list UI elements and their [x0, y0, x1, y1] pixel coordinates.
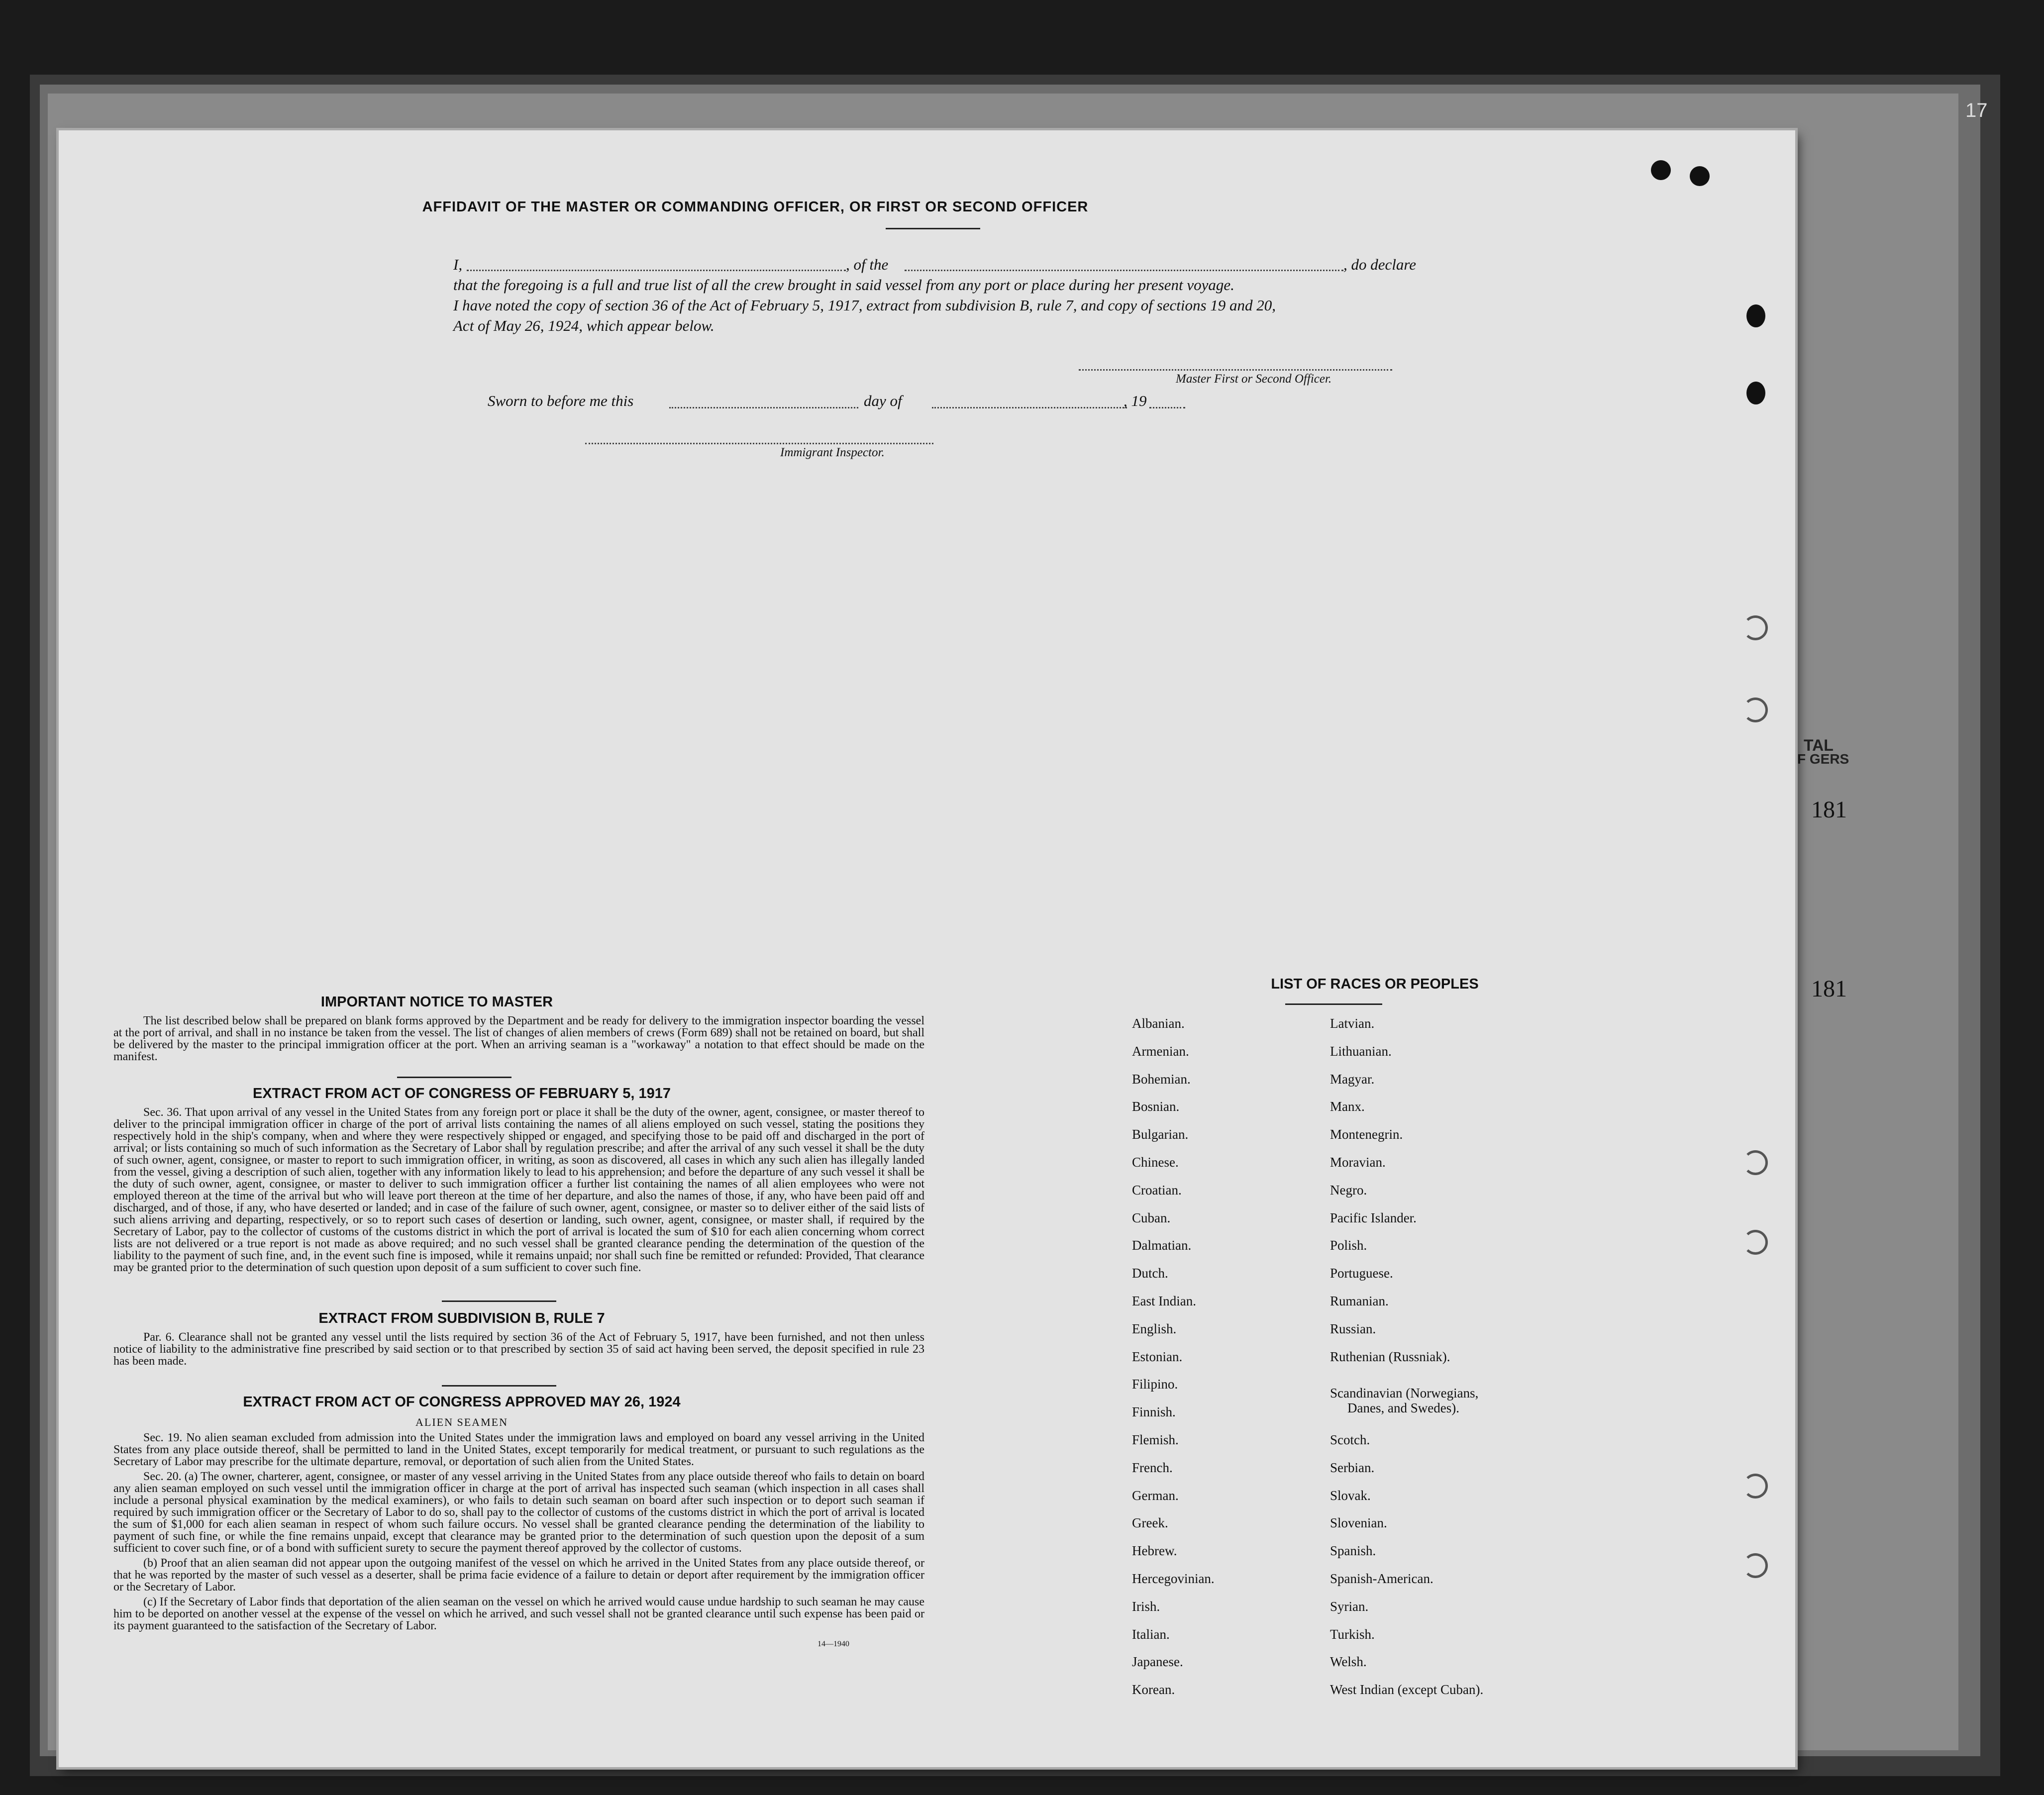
inspector-label: Immigrant Inspector.	[780, 446, 885, 459]
divider-rule	[397, 1077, 511, 1078]
affidavit-title: AFFIDAVIT OF THE MASTER OR COMMANDING OFFICER, OR FIRST OR SECOND OFFICER	[422, 199, 1089, 215]
race-item: East Indian.	[1132, 1294, 1196, 1308]
race-item: Magyar.	[1330, 1071, 1375, 1087]
form-number: 14—1940	[818, 1640, 849, 1648]
punch-hole	[1651, 160, 1671, 180]
race-item: Dutch.	[1132, 1266, 1168, 1281]
race-item: Latvian.	[1330, 1016, 1375, 1031]
binder-ring	[1743, 1553, 1768, 1578]
race-item: Welsh.	[1330, 1654, 1367, 1670]
document-page	[59, 130, 1795, 1767]
race-item: Montenegrin.	[1330, 1127, 1403, 1142]
race-item: Bohemian.	[1132, 1071, 1191, 1087]
punch-hole	[1746, 382, 1765, 404]
master-signature-line	[1079, 369, 1392, 371]
margin-label-tal: TAL	[1804, 736, 1834, 754]
race-item: Negro.	[1330, 1182, 1367, 1197]
race-item: Slovak.	[1330, 1488, 1371, 1503]
affidavit-title-rule	[886, 228, 980, 229]
extract-1917-body: Sec. 36. That upon arrival of any vessel in the United States from any foreign port or place it shall be the duty of the owner, agent, consignee, or master thereof to deliver to the principal immigration officer in charge of the port of arrival lists containing the names of all aliens employed on such vessel, stating the positions they respectively hold in the ship's company, when and where they were respectively shipped or engaged, and specifying those to be paid off and discharged in the port of arrival; or lists containing so much of such information as the Secretary of Labor shall by regulation prescribe; and after the arrival of any such vessel it shall be the duty of such owner, agent, consignee, or master to report to such immigration officer, in writing, as soon as discovered, all cases in which any such alien has illegally landed from the vessel, giving a description of such alien, together with any information likely to lead to his apprehension; and before the departure of any such vessel it shall be the duty of such owner, agent, consignee, or master to deliver to such immigration officer a further list containing the names of all alien employees who were not employed thereon at the time of the arrival but who will leave port thereon at the time of her departure, and also the names of those, if any, who have been paid off and discharged, and of those, if any, who have deserted or landed; and in case of the failure of such owner, agent, consignee, or master so to deliver either of the said lists of such aliens arriving and departing, respectively, or so to report such cases of desertion or landing, such owner, agent, consignee, or master shall, if required by the Secretary of Labor, pay to the collector of customs of the customs district in which the port of arrival is located the sum of $10 for each alien concerning whom correct lists are not delivered or a true report is not made as above required; and no such vessel shall be granted clearance pending the determination of the question of the liability to the payment of such fine, and, in the event such fine is imposed, while it remains unpaid; nor shall such fine be remitted or refunded: Provided, That clearance may be granted prior to the determination of such question upon deposit of a sum sufficient to cover such fine.	[113, 1106, 924, 1274]
race-item: Irish.	[1132, 1598, 1160, 1614]
sworn-day-of: day of	[864, 392, 902, 409]
extract-1924-body	[113, 1432, 924, 1635]
race-item: Dalmatian.	[1132, 1238, 1192, 1253]
race-item: Ruthenian (Russniak).	[1330, 1349, 1450, 1364]
race-item: Japanese.	[1132, 1654, 1183, 1670]
race-item: Scandinavian (Norwegians,	[1330, 1386, 1479, 1401]
sworn-month-blank	[932, 407, 1127, 408]
affidavit-vessel-blank	[905, 270, 1343, 271]
extract-1924-subtitle: ALIEN SEAMEN	[415, 1416, 508, 1428]
inspector-signature-line	[585, 443, 933, 444]
race-item: Turkish.	[1330, 1626, 1375, 1642]
margin-label-gers: F GERS	[1797, 751, 1849, 767]
binder-ring	[1743, 615, 1768, 640]
race-item: Hercegovinian.	[1132, 1571, 1215, 1586]
race-item: Scotch.	[1330, 1432, 1370, 1447]
extract-1924-sec20c: (c) If the Secretary of Labor finds that deportation of the alien seaman on the vessel on which he arrived would cause undue hardship to such seaman he may cause him to be deported on another vessel at the expense of the vessel on which he arrived, and such vessel shall not be granted clearance until such expense has been paid or its payment guaranteed to the satisfaction of the Secretary of Labor.	[113, 1596, 924, 1632]
race-item: German.	[1132, 1488, 1179, 1503]
race-item: Italian.	[1132, 1626, 1170, 1642]
race-item: Armenian.	[1132, 1043, 1189, 1059]
sworn-year: , 19	[1124, 392, 1147, 409]
divider-rule	[442, 1300, 556, 1302]
extract-rule7-body: Par. 6. Clearance shall not be granted any vessel until the lists required by section 36 of the Act of February 5, 1917, have been furnished, and not then unless notice of liability to the administrative fine prescribed by said section or to that prescribed by section 35 of said act having been served, the deposit specified in rule 23 has been made.	[113, 1331, 924, 1368]
notice-body: The list described below shall be prepared on blank forms approved by the Department and be ready for delivery to the immigration inspector boarding the vessel at the port of arrival, and shall in no instance be taken from the vessel. The list of changes of alien members of crews (Form 689) shall not be retained on board, but shall be delivered by the master to the principal immigration officer at the port. When an arriving seaman is a "workaway" a notation to that effect should be made on the manifest.	[113, 1014, 924, 1063]
affidavit-line2: that the foregoing is a full and true list of all the crew brought in said vessel from any port or place during her present voyage.	[453, 276, 1234, 294]
race-item: Chinese.	[1132, 1155, 1179, 1170]
sworn-year-blank	[1149, 407, 1185, 408]
extract-1924-sec20b: (b) Proof that an alien seaman did not appear upon the outgoing manifest of the vessel on which he arrived in the United States from any place outside thereof, or that he was reported by the master of such vessel as a deserter, shall be prima facie evidence of a failure to detain or deport after requirement by the immigration officer or the Secretary of Labor.	[113, 1557, 924, 1594]
affidavit-name-blank	[467, 270, 846, 271]
race-item: Filipino.	[1132, 1377, 1178, 1392]
race-item: Pacific Islander.	[1330, 1210, 1417, 1225]
race-item: Croatian.	[1132, 1182, 1182, 1197]
margin-note-top-right: 17	[1965, 100, 1988, 121]
sworn-prefix: Sworn to before me this	[488, 392, 634, 409]
race-item: Serbian.	[1330, 1460, 1375, 1475]
race-item: Moravian.	[1330, 1155, 1386, 1170]
race-item: English.	[1132, 1321, 1177, 1336]
race-item: Polish.	[1330, 1238, 1367, 1253]
extract-rule7-title: EXTRACT FROM SUBDIVISION B, RULE 7	[318, 1310, 605, 1326]
race-item: Korean.	[1132, 1682, 1175, 1697]
binder-ring	[1743, 1150, 1768, 1175]
margin-number-1: 181	[1811, 797, 1847, 823]
race-item: Spanish.	[1330, 1543, 1376, 1559]
extract-1924-title: EXTRACT FROM ACT OF CONGRESS APPROVED MAY 26, 1924	[243, 1394, 681, 1410]
affidavit-line3: I have noted the copy of section 36 of the Act of February 5, 1917, extract from subdivision B, rule 7, and copy of sections 19 and 20,	[453, 297, 1276, 314]
race-item: Cuban.	[1132, 1210, 1171, 1225]
race-item: Greek.	[1132, 1515, 1168, 1531]
extract-1924-sec20a: Sec. 20. (a) The owner, charterer, agent, consignee, or master of any vessel arriving in the United States from any place outside thereof who fails to detain on board any alien seaman employed on such vessel until the immigration officer in charge at the port of arrival has inspected such seaman (which inspection in all cases shall include a personal physical examination by the medical examiners), or who fails to detain such seaman on board after such inspection or to deport such seaman if required by such immigration officer or the Secretary of Labor to do so, shall pay to the collector of customs of the customs district in which the port of arrival is located the sum of $1,000 for each alien seaman in respect of whom such failure occurs. No vessel shall be granted clearance pending the determination of the liability to payment of such fine, or while the fine remains unpaid, except that clearance may be granted prior to the determination of such question upon the deposit of a sum sufficient to cover such fine, or of a bond with sufficient surety to secure the payment thereof approved by the collector of customs.	[113, 1470, 924, 1555]
race-item: Manx.	[1330, 1099, 1365, 1114]
race-item: Lithuanian.	[1330, 1043, 1392, 1059]
punch-hole	[1690, 166, 1710, 186]
master-signature-label: Master First or Second Officer.	[1176, 372, 1332, 386]
affidavit-line4: Act of May 26, 1924, which appear below.	[453, 317, 715, 334]
race-item: Syrian.	[1330, 1598, 1369, 1614]
sworn-day-blank	[669, 407, 858, 408]
races-title-rule	[1285, 1003, 1382, 1005]
race-item: Bulgarian.	[1132, 1127, 1189, 1142]
binder-ring	[1743, 1474, 1768, 1498]
binder-ring	[1743, 698, 1768, 722]
race-item: Spanish-American.	[1330, 1571, 1433, 1586]
race-item: Hebrew.	[1132, 1543, 1177, 1559]
race-item: Bosnian.	[1132, 1099, 1180, 1114]
affidavit-line1-of-the: , of the	[846, 256, 889, 273]
races-title: LIST OF RACES OR PEOPLES	[1271, 976, 1479, 992]
notice-title: IMPORTANT NOTICE TO MASTER	[320, 994, 553, 1010]
race-item: West Indian (except Cuban).	[1330, 1682, 1484, 1697]
binder-ring	[1743, 1230, 1768, 1255]
affidavit-line1-declare: , do declare	[1343, 256, 1417, 273]
race-item: Danes, and Swedes).	[1347, 1400, 1459, 1416]
extract-1924-sec19: Sec. 19. No alien seaman excluded from admission into the United States under the immigration laws and employed on board any vessel arriving in the United States from any place outside thereof, shall be permitted to land in the United States, except temporarily for medical treatment, or pursuant to such regulations as the Secretary of Labor may prescribe for the ultimate departure, removal, or deportation of such alien from the United States.	[113, 1431, 924, 1468]
race-item: French.	[1132, 1460, 1173, 1475]
punch-hole	[1746, 304, 1765, 327]
race-item: Rumanian.	[1330, 1294, 1389, 1308]
race-item: Finnish.	[1132, 1404, 1176, 1420]
race-item: Portuguese.	[1330, 1266, 1393, 1281]
race-item: Slovenian.	[1330, 1515, 1387, 1531]
affidavit-line1-i: I,	[453, 256, 463, 273]
race-item: Russian.	[1330, 1321, 1376, 1336]
race-item: Flemish.	[1132, 1432, 1179, 1447]
race-item: Estonian.	[1132, 1349, 1183, 1364]
extract-1917-title: EXTRACT FROM ACT OF CONGRESS OF FEBRUARY 5, 1917	[252, 1086, 671, 1101]
margin-number-2: 181	[1811, 976, 1847, 1002]
race-item: Albanian.	[1132, 1016, 1185, 1031]
divider-rule	[442, 1385, 556, 1387]
